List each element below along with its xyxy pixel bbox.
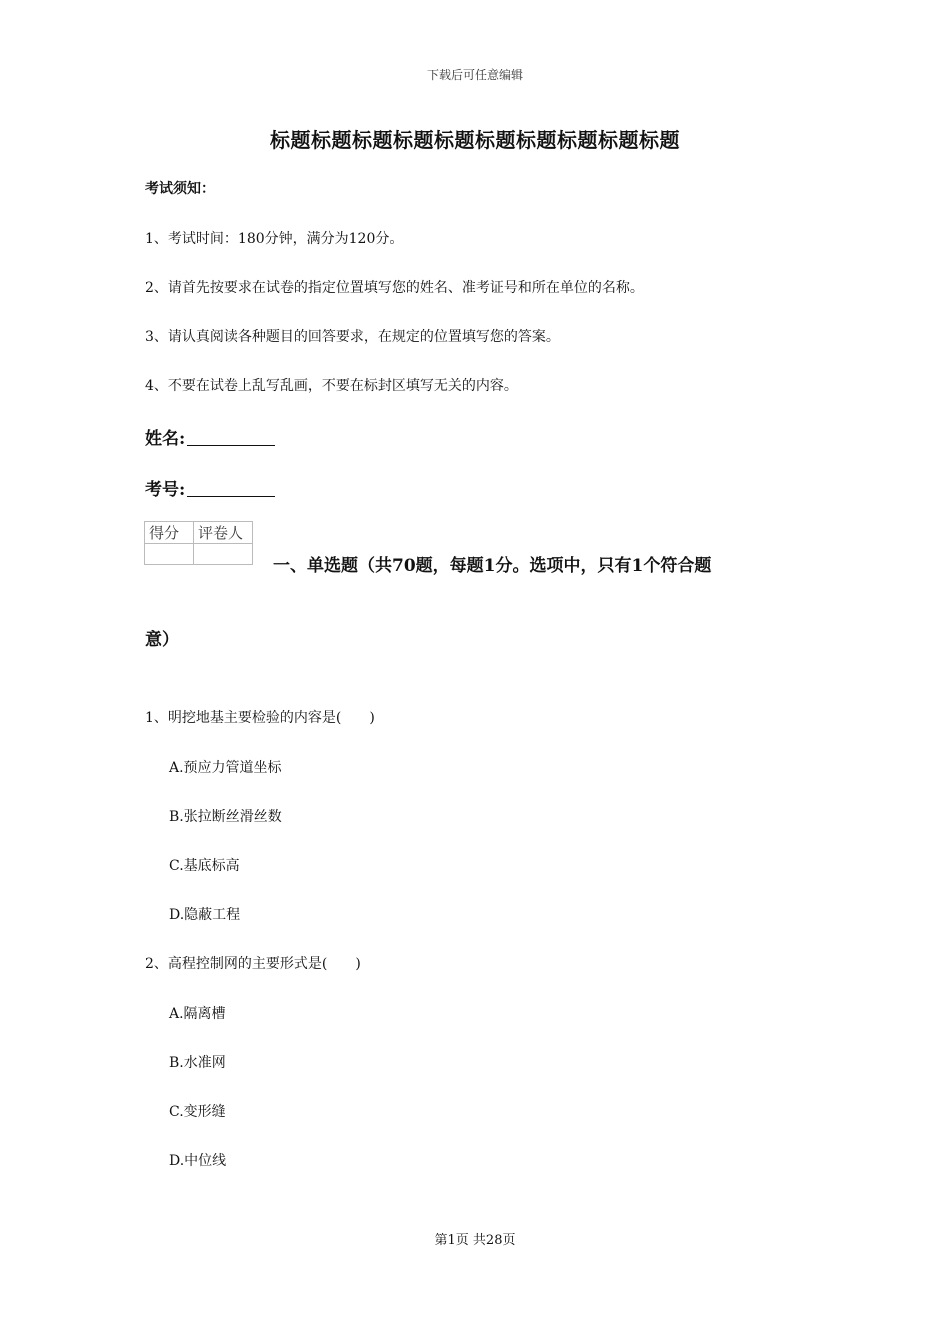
header-note: 下载后可任意编辑 [426, 68, 523, 82]
id-field [145, 475, 275, 500]
grader-header: 评卷人 [194, 522, 253, 544]
id-label: 考号: [145, 480, 186, 500]
name-blank[interactable] [187, 429, 275, 446]
question-2: 2、高程控制网的主要形式是( ) [145, 956, 361, 972]
question-1-option-d[interactable]: D.隐蔽工程 [169, 907, 241, 923]
question-2-option-d[interactable]: D.中位线 [169, 1153, 227, 1169]
question-2-option-a[interactable]: A.隔离槽 [169, 1006, 226, 1022]
grader-cell[interactable] [194, 544, 253, 565]
page-title: 标题标题标题标题标题标题标题标题标题标题 [270, 128, 680, 152]
name-label: 姓名: [145, 429, 186, 449]
notice-rule-2: 2、请首先按要求在试卷的指定位置填写您的姓名、准考证号和所在单位的名称。 [145, 280, 644, 296]
notice-heading: 考试须知： [145, 181, 215, 197]
name-field [145, 424, 275, 449]
id-blank[interactable] [187, 480, 275, 497]
score-cell[interactable] [145, 544, 194, 565]
score-header: 得分 [145, 522, 194, 544]
question-1-option-b[interactable]: B.张拉断丝滑丝数 [169, 809, 282, 825]
page-footer: 第1页 共28页 [434, 1233, 516, 1248]
section-title-continued: 意） [145, 630, 179, 650]
question-1-option-a[interactable]: A.预应力管道坐标 [169, 760, 282, 776]
question-1-option-c[interactable]: C.基底标高 [169, 858, 240, 874]
notice-rule-3: 3、请认真阅读各种题目的回答要求，在规定的位置填写您的答案。 [145, 329, 560, 345]
question-2-option-b[interactable]: B.水准网 [169, 1055, 226, 1071]
question-2-option-c[interactable]: C.变形缝 [169, 1104, 226, 1120]
notice-rule-4: 4、不要在试卷上乱写乱画，不要在标封区填写无关的内容。 [145, 378, 518, 394]
question-1: 1、明挖地基主要检验的内容是( ) [145, 710, 375, 726]
score-table [144, 521, 253, 565]
notice-rule-1: 1、考试时间：180分钟，满分为120分。 [145, 231, 404, 247]
section-title: 一、单选题（共70题，每题1分。选项中，只有1个符合题 [273, 556, 712, 576]
